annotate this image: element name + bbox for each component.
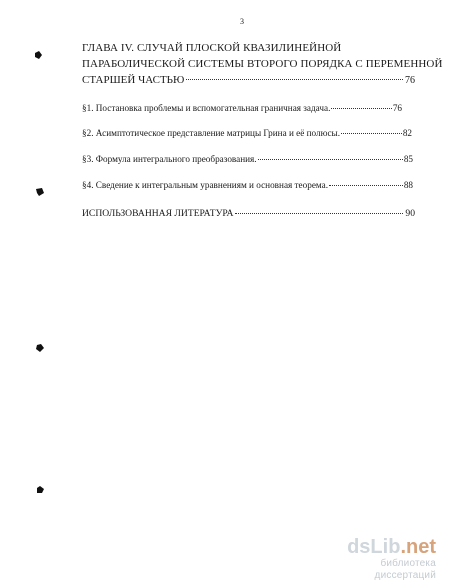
watermark-logo-tld: .net xyxy=(400,536,436,558)
scan-mark-icon xyxy=(35,343,45,353)
watermark-logo-main: dsLib xyxy=(347,536,401,558)
scan-mark-icon xyxy=(35,187,45,197)
watermark-logo xyxy=(336,536,436,558)
toc-entry-text: ИСПОЛЬЗОВАННАЯ ЛИТЕРАТУРА xyxy=(82,208,234,219)
toc-entry-page: 88 xyxy=(403,180,413,190)
watermark-subtitle: библиотека диссертаций xyxy=(374,558,436,581)
toc-entry-section-4 xyxy=(82,180,413,190)
toc-entry-text: §4. Сведение к интегральным уравнениям и основная теорема. xyxy=(82,180,329,190)
toc-entry-text: §1. Постановка проблемы и вспомогательная граничная задача. xyxy=(82,103,331,113)
chapter-heading xyxy=(82,40,443,72)
toc-entry-page: 76 xyxy=(392,103,402,113)
chapter-heading-line-2: ПАРАБОЛИЧЕСКОЙ СИСТЕМЫ ВТОРОГО ПОРЯДКА С ПЕРЕМЕННОЙ xyxy=(82,58,443,70)
chapter-heading-line-3: СТАРШЕЙ ЧАСТЬЮ xyxy=(82,74,185,86)
toc-entry-section-3 xyxy=(82,154,413,164)
scan-mark-icon xyxy=(35,485,45,495)
leader-dots xyxy=(329,185,403,186)
scan-mark-icon xyxy=(33,50,43,60)
toc-entry-page: 90 xyxy=(405,208,415,219)
toc-entry-section-1 xyxy=(82,103,402,113)
toc-entry-section-2 xyxy=(82,128,412,138)
leader-dots xyxy=(258,159,403,160)
leader-dots xyxy=(341,133,402,134)
toc-entry-text: §2. Асимптотическое представление матрицы Грина и её полюсы. xyxy=(82,128,341,138)
toc-entry-literature xyxy=(82,208,415,219)
page-number: 3 xyxy=(240,17,244,26)
leader-dots xyxy=(186,79,403,80)
leader-dots xyxy=(331,108,391,109)
chapter-heading-last-line xyxy=(82,72,415,89)
chapter-heading-line-1: ГЛАВА IV. СЛУЧАЙ ПЛОСКОЙ КВАЗИЛИНЕЙНОЙ xyxy=(82,42,342,54)
leader-dots xyxy=(235,213,403,214)
toc-entry-page: 82 xyxy=(402,128,412,138)
toc-entry-page: 85 xyxy=(403,154,413,164)
toc-entry-text: §3. Формула интегрального преобразования. xyxy=(82,154,257,164)
chapter-page-number: 76 xyxy=(405,75,415,86)
dslib-watermark xyxy=(336,536,436,581)
